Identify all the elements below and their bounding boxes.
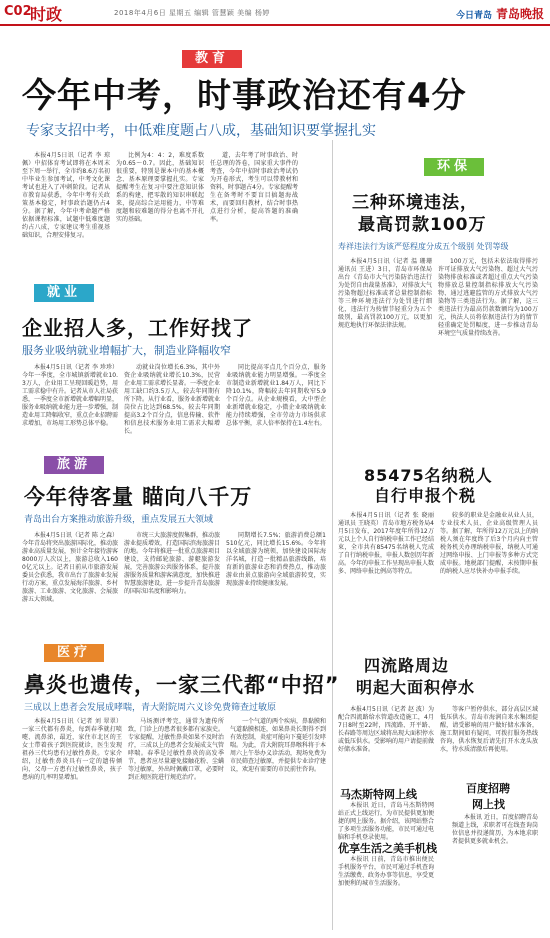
brand-name: 青岛晚报 (495, 7, 544, 21)
page-date: 2018年4月6日 星期五 编辑 管慧颖 美编 杨婷 (114, 9, 270, 17)
med-body-col1: 本报4月5日讯（记者 刘 翠翠）一家三代都有鼻炎，每到春季就打喷嚏、流鼻涕，最近，家住市北区的王女士带着孩子到医院就诊，医生发现祖孙三代均患有过敏性鼻炎。专家介绍，过敏性鼻炎具有一定的遗传倾向，父母一方患有过敏性鼻炎，孩子患病的几率明显增加。 (22, 718, 122, 781)
env-body-col1: 本报4月5日讯（记者 温 珊珊 通讯员 王进）3日，青岛市环保局出台《青岛市大气污染防治违法行为处罚自由裁量基准》，对排放大气污染物超过标准或者总量控制指标等三种环境违法行为处罚进行细化，违法行为按情节轻重分为五个级别，最高罚款100万元，以更加规范地执行环保法律法规。 (338, 258, 432, 329)
job-body-col2: 动就业岗位增长6.3%，其中外资企业吸纳就业增长10.3%，民营企业用工需求增长显著。一季度企业用工缺口约3.5万人，较去年同期有所下降。从行业看，服务业新增就业岗位占比达到68.5%，较去年同期提高3.2个百分点，信息传输、软件和信息技术服务业用工需求大幅增长。 (124, 364, 221, 435)
job-headline: 企业招人多，工作好找了 (22, 316, 253, 340)
water-headline-line1: 四流路周边 (364, 656, 450, 675)
water-body-col1: 本报4月5日讯（记者 赵 波）为配合四流路给水管道改造施工，4月7日8时至22时，四流路、开平路、长春路等周边区域将出现大面积停水或低压供水。受影响的用户请提前做好储水准备。 (338, 706, 435, 753)
tour-body-col2: 市统三大旅游度假集群，推动旅游业提质增效，打造国际滨海旅游目的地。今年将推进一批重点旅游项目建设，支持邮轮旅游、游艇旅游发展，完善旅游公共服务体系，提升旅游服务质量和游客满意度，加快推进智慧旅游建设，进一步提升青岛旅游的国际知名度和影响力。 (124, 532, 221, 595)
med-body-col2: 马场测评考完，通常为遗传所致，门诊上的患者很多都有家族史。专家提醒，过敏性鼻炎如果不及时治疗，三成以上的患者会发展成支气管哮喘。春季是过敏性鼻炎的高发季节，患者应尽量避免接触花粉、尘螨等过敏原，外出时佩戴口罩，必要时到正规医院进行规范治疗。 (128, 718, 225, 781)
column-divider (332, 140, 333, 930)
brief3-title-line2: 网上找 (472, 798, 505, 811)
env-headline-line2: 最高罚款100万 (358, 215, 487, 235)
env-subtitle: 寿祥违法行为该严惩程度分成五个级别 处罚等级 (338, 242, 509, 251)
water-body-col2: 等客户暂停供水，部分高层区域低压供水。青岛市海润自来水集团提醒，请受影响的用户做好储水准备，施工期间如有疑问，可拨打服务热线咨询，供水恢复后请先打开水龙头放水，待水质清澈后再使用。 (440, 706, 538, 753)
brief2-title: 优享生活之美手机栈 (338, 842, 437, 855)
brand-small: 今日青岛 (455, 11, 492, 21)
env-body-col2: 100万元，包括未依法取得排污许可证排放大气污染物、超过大气污染物排放标准或者超过重点大气污染物排放总量控制指标排放大气污染物、通过逃避监管的方式排放大气污染物等三类违法行为。据了解，这三类违法行为最高罚款数额均为100万元，执法人员将依据违法行为的情节轻重确定处罚幅度，进一步推动青岛环境空气质量持续改善。 (438, 258, 538, 337)
brief3-title-line1: 百度招聘 (466, 782, 510, 795)
banner-environment: 环保 (424, 158, 484, 176)
tax-headline-line1: 85475名纳税人 (364, 466, 493, 485)
tax-headline-line2: 自行申报个税 (374, 486, 477, 505)
brief2-body: 本报讯 日前，青岛市推出便民手机服务平台，市民可通过手机查询生活缴费、政务办事等信息，享受更加便利的城市生活服务。 (338, 856, 435, 887)
brief3-body: 本报讯 近日，百度招聘青岛频道上线，求职者可在线查询岗位信息并投递简历，为本地求职者提供更多就业机会。 (452, 814, 538, 845)
med-subtitle: 三成以上患者会发展成哮喘，青大附院周六义诊免费筛查过敏原 (24, 703, 277, 713)
tax-body-col2: 较多的职业是金融业从业人员，专业技术人员、企业高级管理人员等。据了解，年所得12万元以上的纳税人须在年度终了后3个月内向主管税务机关办理纳税申报，纳税人可通过网络申报、上门申报等多种方式完成申报。地税部门提醒，未按期申报的纳税人应尽快补办申报手续。 (440, 512, 538, 575)
banner-employment: 就业 (34, 284, 94, 302)
tour-body-col3: 同期增长7.5%；旅游消费总额1510亿元，同比增长15.6%。今年将以全域旅游为统领，加快建设国际海洋名城，打造一批精品旅游线路，培育新的旅游业态和消费热点，推动旅游业由景点旅游向全域旅游转变，实现旅游业持续健康发展。 (226, 532, 326, 587)
edu-subtitle: 专家支招中考，中低难度题占八成，基础知识要掌握扎实 (26, 123, 376, 139)
edu-body-col1: 本报4月5日讯（记者 李 琼佩）中招体育考试即将在本周末至下周一举行，全市约8.6万名初中毕业生参加考试，中考文化课考试也进入了冲刺阶段。记者从市教育局获悉，今年中考有关政策基本稳定，时事政治题仍占4分。据了解，今年中考命题严格依据课程标准，试题中低难度题约占八成，专家建议考生重视基础知识，合理安排复习。 (22, 152, 110, 239)
job-body-col1: 本报4月5日讯（记者 李 珍珍）今年一季度，全市城镇新增就业10.3万人，企业用工呈现回暖趋势，用工需求稳中有升。记者从市人社局获悉，一季度全市新增就业增幅明显，服务业吸纳就业能力进一步增强，制造业用工降幅收窄，重点企业招聘需求增加，市场用工形势总体平稳。 (22, 364, 119, 427)
page-header (0, 0, 550, 26)
med-headline: 鼻炎也遗传，一家三代都“中招” (24, 673, 340, 697)
job-subtitle: 服务业吸纳就业增幅扩大，制造业降幅收窄 (22, 344, 231, 357)
section-title: 时政 (30, 5, 63, 24)
edu-body-col3: 道，去年考了时事政治、时任总理的答卷，国家重大事件的考查，今年中招时事政治考试仍为开卷形式，考生可以带教材和资料，时事题占4分。专家提醒考生在备考时不要盲目搞题海战术，而要回归教材，结合时事热点进行分析，提高答题的准确率。 (210, 152, 298, 223)
tour-subtitle: 青岛出台方案推动旅游升级，重点发展五大领域 (24, 515, 214, 525)
tour-body-col1: 本报4月5日讯（记者 陈 之森）今年青岛将突出旅游国际化，推动旅游业高质量发展，预计全年接待游客8000万人次以上，旅游总收入1600亿元以上。记者日前从市旅游发展委员会获悉，我市出台了旅游业发展行动方案，重点发展海洋旅游、乡村旅游、工业旅游、文化旅游、会展旅游五大领域。 (22, 532, 119, 603)
edu-headline: 今年中考，时事政治还有4分 (22, 76, 467, 116)
tour-headline: 今年待客量 瞄向八千万 (24, 485, 253, 509)
env-headline-line1: 三种环境违法， (352, 193, 478, 213)
brief1-body: 本报讯 近日，青岛马杰斯特网站正式上线运行，为市民提供更加便捷的网上服务。据介绍，该网站整合了多项生活服务功能，市民可通过电脑和手机登录使用。 (338, 802, 435, 841)
banner-medical: 医疗 (44, 644, 104, 662)
edu-body-col2: 比例为4：4：2，难度系数为0.65～0.7。因此，基础知识很重要，特别是课本中的基本概念、基本原理要掌握扎实。专家提醒考生在复习中要注意知识体系的构建，把零散的知识串联起来，提高综合运用能力，中等难度题和较难题的得分也离不开扎实的基础。 (116, 152, 204, 223)
tax-body-col1: 本报4月5日讯（记者 张 晓丽 通讯员 王晓英）青岛市地方税务局4月5日发布，2017年度年所得12万元以上个人自行纳税申报工作已经结束，全市共有85475名纳税人完成了自行纳税申报，申报人数创历年新高。今年的申报工作呈现出申报人数多、网络申报比例高等特点。 (338, 512, 435, 575)
med-body-col3: 一个气道的两个疾病，鼻黏膜和气道黏膜相连，如果鼻炎长期得不到有效控制，炎症可能向下蔓延引发哮喘。为此，青大附院耳鼻喉科将于本周六上午举办义诊活动，现场免费为市民筛查过敏原，并提供专业诊疗建议，欢迎有需要的市民前往咨询。 (230, 718, 327, 773)
page-number: C02 (4, 4, 32, 19)
job-body-col3: 同比提高零点几个百分点，服务业吸纳就业能力明显增强。一季度全市制造业新增就业1.84万人，同比下降10.1%，降幅较去年同期收窄5.9个百分点。从企业规模看，大中型企业新增就业稳定，小微企业吸纳就业能力持续增强，全市劳动力市场供求总体平衡，求人倍率保持在1.4左右。 (226, 364, 326, 427)
water-headline-line2: 明起大面积停水 (356, 678, 476, 697)
newspaper-brand (456, 5, 544, 22)
banner-tourism: 旅游 (44, 456, 104, 474)
banner-education: 教育 (182, 50, 242, 68)
brief1-title: 马杰斯特网上线 (340, 788, 417, 801)
